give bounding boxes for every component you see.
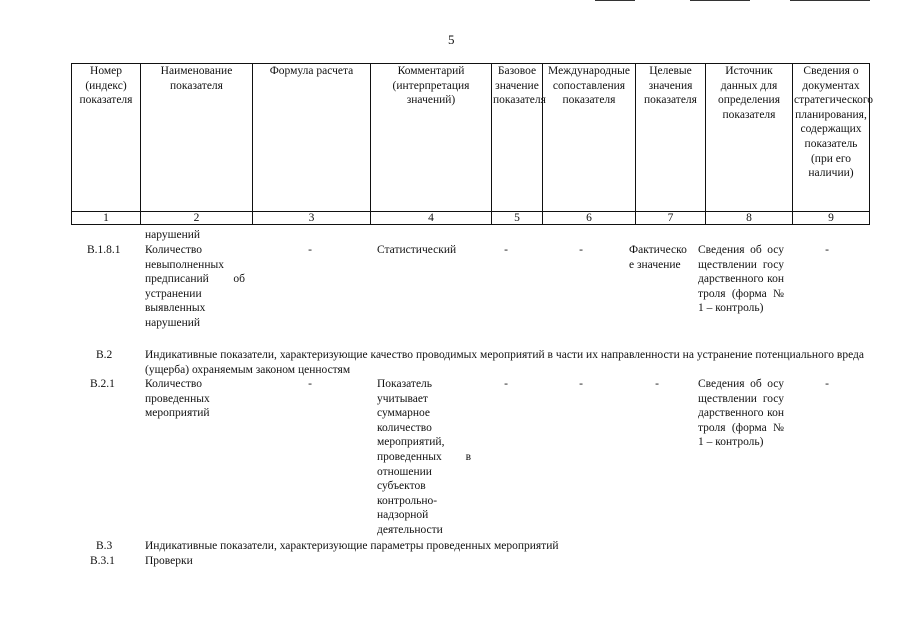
col-number: 3 (253, 212, 371, 225)
header-col-intl: Международные сопоставления показателя (543, 64, 636, 212)
col-number: 1 (72, 212, 141, 225)
header-col-index: Номер (индекс) показателя (72, 64, 141, 212)
col-number: 5 (492, 212, 543, 225)
row-intl: - (579, 378, 583, 390)
header-col-source: Источник данных для определения показателя (706, 64, 793, 212)
row-index: В.1.8.1 (87, 244, 121, 256)
row-formula: - (308, 244, 312, 256)
header-col-base: Базовое значение показателя (492, 64, 543, 212)
header-col-target: Целевые значения показателя (636, 64, 706, 212)
row-base: - (504, 244, 508, 256)
row-name: Проверки (145, 555, 193, 567)
row-docs: - (825, 378, 829, 390)
row-comment: Статистический (377, 244, 457, 256)
section-index: В.3 (96, 540, 113, 552)
top-edge-line-2 (690, 0, 750, 1)
row-target: - (655, 378, 659, 390)
row-index: В.3.1 (90, 555, 115, 567)
col-number: 6 (543, 212, 636, 225)
indicators-table-header (71, 63, 874, 225)
top-edge-line-3 (790, 0, 870, 1)
header-col-formula: Формула расчета (253, 64, 371, 212)
row-docs: - (825, 244, 829, 256)
row-target: Фактическое значение (629, 244, 687, 271)
header-col-name: Наименование показателя (141, 64, 253, 212)
section-title: Индикативные показатели, характеризующие параметры проведенных мероприятий (145, 540, 559, 552)
header-col-docs: Сведения о документах стратегического планирования, содержащих показатель (при его наличии) (793, 64, 870, 212)
col-number: 9 (793, 212, 870, 225)
col-number: 8 (706, 212, 793, 225)
row-name: Количество невыполненных предписаний об устранении выявленных нарушений (145, 244, 245, 329)
row-comment: Показатель учитывает суммарное количество мероприятий, проведенных в отношении субъектов контрольно-надзорной деятельности (377, 378, 471, 536)
col-number: 2 (141, 212, 253, 225)
row-formula: - (308, 378, 312, 390)
section-index: В.2 (96, 349, 113, 361)
section-title: Индикативные показатели, характеризующие качество проводимых мероприятий в части их направленности на устранение потенциального вреда (ущерба) охраняемым законом ценностям (145, 349, 864, 376)
row-base: - (504, 378, 508, 390)
col-number: 4 (371, 212, 492, 225)
top-edge-line-1 (595, 0, 635, 1)
row-source: Сведения об осуществлении государственного контроля (форма № 1 – контроль) (698, 244, 784, 315)
row-intl: - (579, 244, 583, 256)
row-name: Количество проведенных мероприятий (145, 378, 210, 420)
header-col-comment: Комментарий (интерпретация значений) (371, 64, 492, 212)
carryover-text: нарушений (145, 229, 201, 241)
row-source: Сведения об осуществлении государственного контроля (форма № 1 – контроль) (698, 378, 784, 449)
page-number: 5 (448, 32, 455, 47)
col-number: 7 (636, 212, 706, 225)
row-index: В.2.1 (90, 378, 115, 390)
